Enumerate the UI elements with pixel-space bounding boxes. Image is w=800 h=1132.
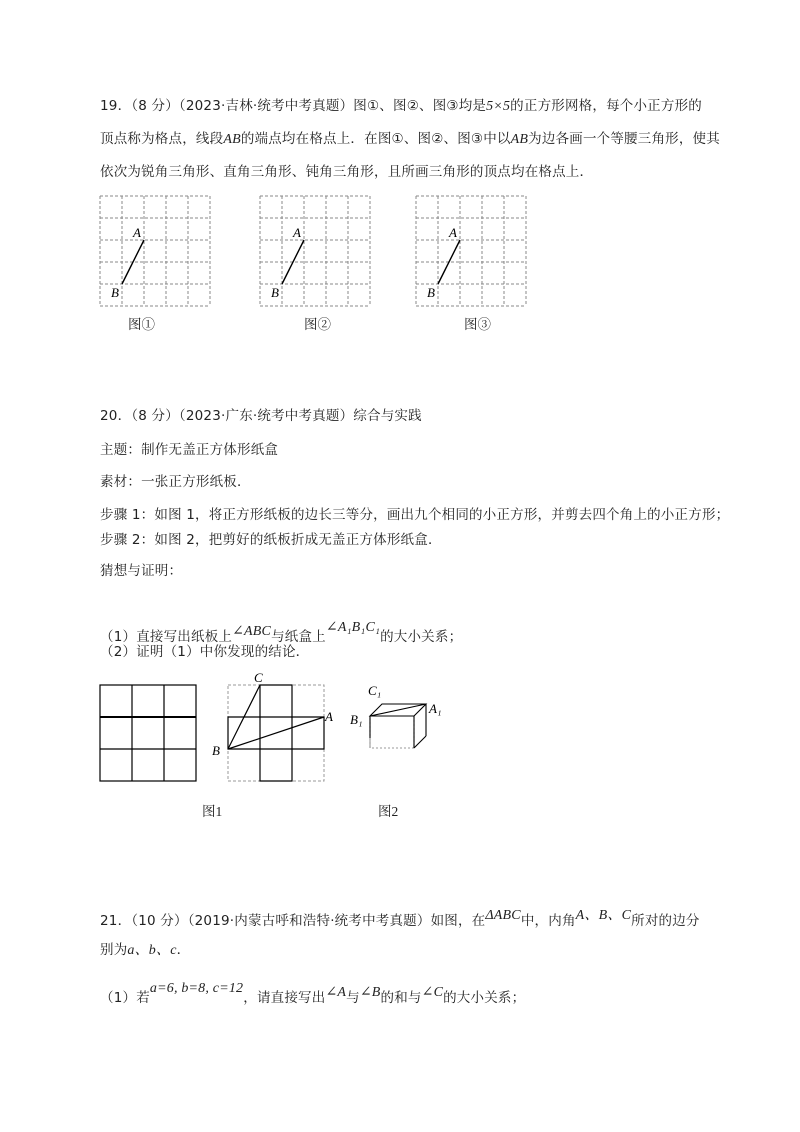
q21-part1-tail: 的大小关系； — [443, 990, 526, 1006]
q21-part1-mid: ，请直接写出 — [243, 990, 326, 1006]
q20-part1-mid: 与纸盒上 — [271, 629, 326, 645]
q19-grid-1 — [100, 196, 210, 311]
q19-text-1b: 的正方形网格，每个小正方形的 — [510, 98, 702, 114]
label-b: B — [212, 743, 220, 758]
label-b: B — [427, 285, 435, 300]
q19-math-ab-2: AB — [510, 132, 529, 147]
label-a: A — [133, 225, 141, 240]
q20-caption-2: 图2 — [378, 804, 399, 819]
q20-caption-1: 图1 — [202, 804, 223, 819]
q21-line-2 — [100, 940, 190, 961]
q19-math-ab: AB — [223, 132, 241, 147]
q20-title: 20．（8 分）（2023·广东·统考中考真题）综合与实践 — [100, 408, 422, 424]
q21-angles-abc: A、B、C — [575, 908, 632, 923]
q21-line-1 — [100, 908, 700, 932]
q21-angle-c: ∠C — [421, 985, 444, 1000]
label-a: A — [325, 709, 333, 724]
q20-guess: 猜想与证明： — [100, 563, 183, 579]
label-b: B — [111, 285, 119, 300]
q19-caption-3: 图③ — [464, 317, 491, 332]
q21-part1-sum: 的和与 — [380, 990, 422, 1006]
q19-caption-1: 图① — [128, 317, 155, 332]
q20-material: 素材：一张正方形纸板． — [100, 474, 251, 490]
q20-fig2-cube — [346, 680, 441, 760]
label-c: C — [254, 670, 263, 685]
q21-side-values: a=6, b=8, c=12 — [149, 981, 244, 996]
q19-line-2 — [100, 129, 720, 150]
q20-step-1: 步骤 1：如图 1，将正方形纸板的边长三等分，画出九个相同的小正方形，并剪去四个角上的小正方形； — [100, 507, 730, 523]
label-a: A — [449, 225, 457, 240]
q19-text-2a: 顶点称为格点，线段 — [100, 131, 224, 147]
label-b1: B₁ — [350, 712, 363, 727]
q21-part-1 — [100, 981, 526, 1009]
q20-fig1-cross — [208, 670, 333, 783]
q21-angle-a: ∠A — [325, 985, 347, 1000]
q20-step-2: 步骤 2：如图 2，把剪好的纸板折成无盖正方体形纸盒． — [100, 532, 442, 548]
q19-text-2b: 的端点均在格点上．在图①、图②、图③中以 — [240, 131, 511, 147]
q21-sides-abc: a、b、c — [127, 943, 177, 958]
q21-part1-head: （1）若 — [100, 990, 150, 1006]
label-c1: C₁ — [368, 683, 382, 698]
q21-angle-b: ∠B — [359, 985, 381, 1000]
q20-theme: 主题：制作无盖正方体形纸盒 — [100, 442, 279, 458]
q21-text-2b: ． — [176, 942, 191, 958]
label-a1: A₁ — [429, 701, 442, 716]
q19-line-1 — [100, 96, 702, 117]
q20-part1-tail: 的大小关系； — [380, 629, 463, 645]
q21-triangle-abc: ΔABC — [485, 908, 521, 923]
q20-part1-head: （1）直接写出纸板上 — [100, 629, 233, 645]
q21-part1-with: 与 — [346, 990, 360, 1006]
q21-text-1c: 所对的边分 — [631, 913, 700, 929]
q20-fig1-square-grid — [100, 685, 198, 785]
q19-grid-2 — [260, 196, 370, 311]
q21-text-2a: 别为 — [100, 942, 128, 958]
q19-text-2c: 为边各画一个等腰三角形，使其 — [528, 131, 720, 147]
q19-caption-2: 图② — [304, 317, 331, 332]
q21-text-1b: 中，内角 — [520, 913, 576, 929]
label-a: A — [293, 225, 301, 240]
q19-math-grid-size: 5×5 — [486, 99, 511, 114]
q20-part-2: （2）证明（1）中你发现的结论． — [100, 644, 310, 660]
q20-angle-a1b1c1: ∠A₁B₁C₁ — [325, 620, 381, 635]
q19-line-3: 依次为锐角三角形、直角三角形、钝角三角形，且所画三角形的顶点均在格点上． — [100, 164, 594, 180]
q20-angle-abc: ∠ABC — [232, 624, 272, 639]
q19-text-1a: 19．（8 分）（2023·吉林·统考中考真题）图①、图②、图③均是 — [100, 98, 487, 114]
q19-grid-3 — [416, 196, 526, 311]
q21-text-1a: 21．（10 分）（2019·内蒙古呼和浩特·统考中考真题）如图，在 — [100, 913, 486, 929]
label-b: B — [271, 285, 279, 300]
